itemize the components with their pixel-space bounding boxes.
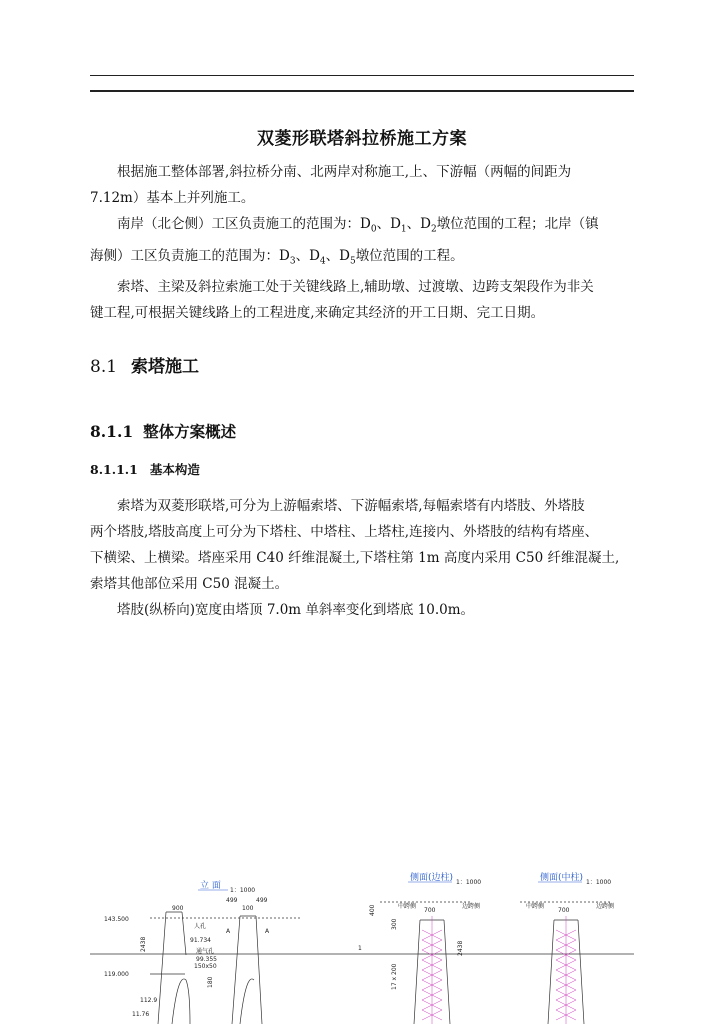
svg-text:119.000: 119.000 bbox=[104, 971, 129, 978]
svg-text:499: 499 bbox=[226, 897, 238, 904]
side-view-2-title: 侧面(中柱) bbox=[540, 873, 584, 883]
subsubsection-heading bbox=[90, 460, 200, 478]
body-paragraphs bbox=[90, 493, 636, 623]
intro-p1-cont: 7.12m）基本上并列施工。 bbox=[90, 190, 255, 206]
svg-text:143.500: 143.500 bbox=[104, 916, 129, 923]
svg-text:99.355: 99.355 bbox=[196, 956, 217, 963]
svg-text:700: 700 bbox=[424, 907, 436, 914]
section-heading bbox=[90, 352, 199, 377]
svg-text:边跨侧: 边跨侧 bbox=[596, 903, 615, 910]
svg-text:150x50: 150x50 bbox=[194, 963, 217, 970]
side-view-1-scale: 1：1000 bbox=[456, 879, 482, 886]
subsection-heading bbox=[90, 420, 236, 442]
elevation-scale: 1：1000 bbox=[230, 887, 256, 894]
intro-p3-cont: 键工程,可根据关键线路上的工程进度,来确定其经济的开工日期、完工日期。 bbox=[90, 305, 545, 322]
body-p1-line2: 两个塔肢,塔肢高度上可分为下塔柱、中塔柱、上塔柱,连接内、外塔肢的结构有塔座、 bbox=[90, 524, 599, 540]
side-view-1-title: 侧面(边柱) bbox=[410, 873, 454, 883]
subsubsection-title: 基本构造 bbox=[149, 462, 200, 477]
svg-text:边跨侧: 边跨侧 bbox=[462, 903, 481, 910]
header-rule-thick bbox=[90, 90, 634, 92]
svg-text:人孔: 人孔 bbox=[194, 923, 207, 930]
body-p1-line3: 下横梁、上横梁。塔座采用 C40 纤维混凝土,下塔柱第 1m 高度内采用 C50 纤维混凝土, bbox=[90, 550, 620, 566]
svg-text:A: A bbox=[226, 928, 231, 935]
svg-text:2438: 2438 bbox=[457, 940, 464, 956]
intro-p3: 索塔、主梁及斜拉索施工处于关键线路上,辅助墩、过渡墩、边跨支架段作为非关 bbox=[117, 279, 594, 296]
svg-text:1: 1 bbox=[358, 945, 362, 952]
svg-text:300: 300 bbox=[391, 918, 398, 930]
svg-text:A: A bbox=[265, 928, 270, 935]
subsection-title: 整体方案概述 bbox=[143, 423, 237, 441]
elevation-title: 立 面 bbox=[200, 881, 221, 891]
svg-text:11.76: 11.76 bbox=[132, 1011, 150, 1018]
intro-paragraphs bbox=[90, 159, 636, 326]
header-rule-thin bbox=[90, 75, 634, 76]
svg-text:100: 100 bbox=[242, 905, 254, 912]
svg-text:700: 700 bbox=[558, 907, 570, 914]
section-title: 索塔施工 bbox=[131, 357, 200, 377]
svg-text:通气孔: 通气孔 bbox=[196, 948, 215, 955]
section-number: 8.1 bbox=[90, 357, 118, 377]
svg-text:2438: 2438 bbox=[140, 936, 147, 952]
tower-engineering-drawing bbox=[0, 860, 724, 1024]
svg-text:180: 180 bbox=[207, 976, 214, 988]
side-view-2-scale: 1：1000 bbox=[586, 879, 612, 886]
svg-text:400: 400 bbox=[369, 904, 376, 916]
body-p1: 索塔为双菱形联塔,可分为上游幅索塔、下游幅索塔,每幅索塔有内塔肢、外塔肢 bbox=[117, 498, 585, 514]
svg-text:91.734: 91.734 bbox=[190, 937, 211, 944]
subsection-number: 8.1.1 bbox=[90, 422, 134, 441]
body-p2: 塔肢(纵桥向)宽度由塔顶 7.0m 单斜率变化到塔底 10.0m。 bbox=[117, 602, 475, 618]
intro-p1: 根据施工整体部署,斜拉桥分南、北两岸对称施工,上、下游幅（两幅的间距为 bbox=[117, 164, 572, 180]
svg-text:900: 900 bbox=[172, 905, 184, 912]
subsubsection-number: 8.1.1.1 bbox=[90, 462, 138, 477]
elevation-outline bbox=[150, 912, 300, 1024]
body-p1-line4: 索塔其他部位采用 C50 混凝土。 bbox=[90, 576, 289, 592]
document-title: 双菱形联塔斜拉桥施工方案 bbox=[257, 129, 467, 149]
intro-p2-cont: 海侧）工区负责施工的范围为：$D_3$、$D_4$、$D_5$墩位范围的工程。 bbox=[90, 247, 464, 267]
svg-text:499: 499 bbox=[256, 897, 268, 904]
svg-text:中跨侧: 中跨侧 bbox=[398, 903, 417, 910]
svg-text:112.9: 112.9 bbox=[140, 997, 158, 1004]
intro-p2: 南岸（北仑侧）工区负责施工的范围为：$D_0$、$D_1$、$D_2$墩位范围的工程；北岸（镇 bbox=[117, 216, 599, 235]
svg-text:中跨侧: 中跨侧 bbox=[526, 903, 545, 910]
svg-text:17 x 200: 17 x 200 bbox=[391, 963, 398, 990]
